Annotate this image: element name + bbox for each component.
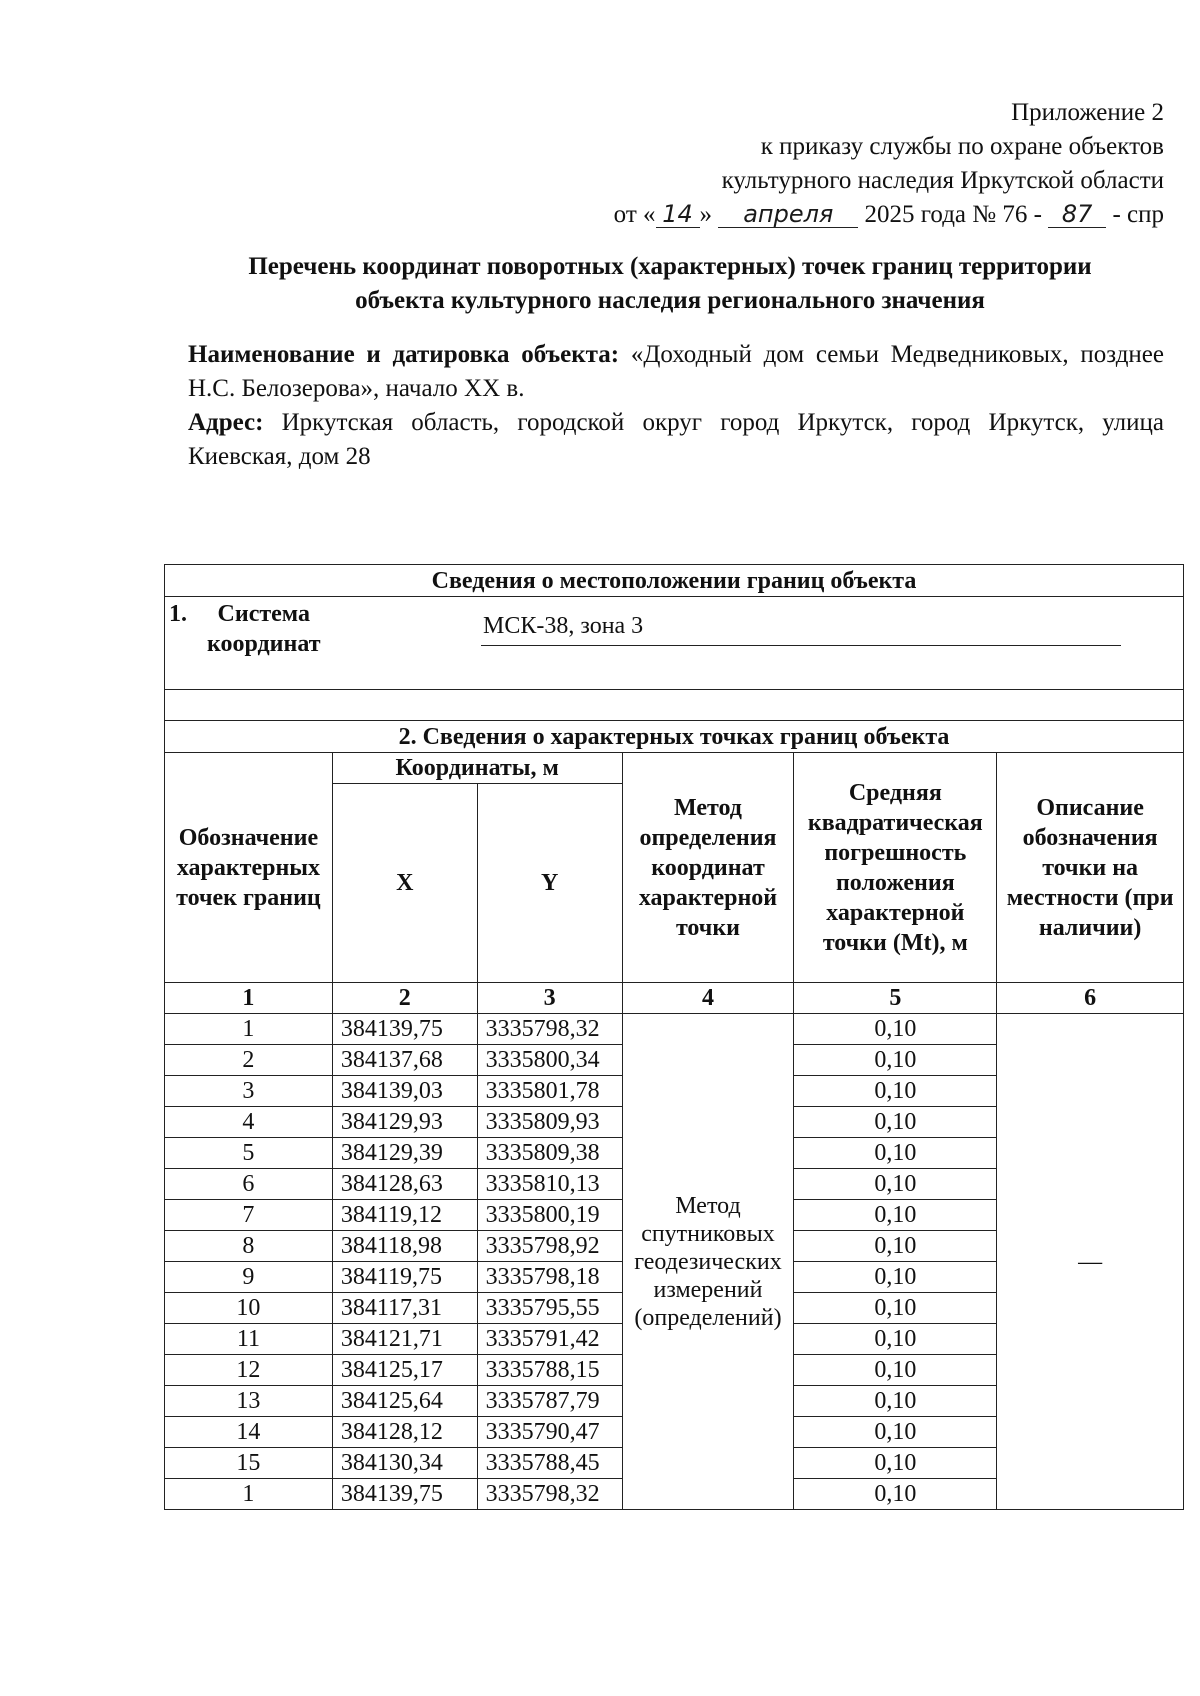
col-head-method: Метод определения координат характерной точки	[622, 753, 794, 983]
error-cell: 0,10	[794, 1448, 997, 1479]
object-name-label: Наименование и датировка объекта:	[188, 341, 620, 368]
x-coordinate-cell: 384139,03	[332, 1076, 477, 1107]
x-coordinate-cell: 384129,39	[332, 1138, 477, 1169]
x-coordinate-cell: 384128,63	[332, 1169, 477, 1200]
appendix-header	[464, 96, 1164, 232]
coordinate-system-label-line1: Система	[217, 601, 310, 627]
handwritten-day: 14	[656, 201, 700, 228]
point-id-cell: 2	[165, 1045, 333, 1076]
x-coordinate-cell: 384125,64	[332, 1386, 477, 1417]
error-cell: 0,10	[794, 1417, 997, 1448]
column-number: 5	[794, 983, 997, 1014]
coordinate-system-number: 1.	[169, 601, 187, 627]
error-cell: 0,10	[794, 1138, 997, 1169]
column-number: 3	[477, 983, 622, 1014]
y-coordinate-cell: 3335788,15	[477, 1355, 622, 1386]
coordinate-system-value: МСК-38, зона 3	[483, 613, 644, 639]
x-coordinate-cell: 384129,93	[332, 1107, 477, 1138]
y-coordinate-cell: 3335790,47	[477, 1417, 622, 1448]
point-id-cell: 8	[165, 1231, 333, 1262]
x-coordinate-cell: 384117,31	[332, 1293, 477, 1324]
col-head-description: Описание обозначения точки на местности (при наличии)	[997, 753, 1184, 983]
x-coordinate-cell: 384139,75	[332, 1014, 477, 1045]
document-title-line1: Перечень координат поворотных (характерных) точек границ территории	[248, 253, 1092, 280]
y-coordinate-cell: 3335788,45	[477, 1448, 622, 1479]
x-coordinate-cell: 384118,98	[332, 1231, 477, 1262]
appendix-authority: культурного наследия Иркутской области	[721, 167, 1164, 194]
col-head-y: Y	[477, 784, 622, 983]
y-coordinate-cell: 3335795,55	[477, 1293, 622, 1324]
section1-title: Сведения о местоположении границ объекта	[165, 565, 1184, 597]
y-coordinate-cell: 3335809,38	[477, 1138, 622, 1169]
column-number: 4	[622, 983, 794, 1014]
y-coordinate-cell: 3335798,18	[477, 1262, 622, 1293]
x-coordinate-cell: 384137,68	[332, 1045, 477, 1076]
date-from-text: от «	[613, 201, 656, 228]
description-cell: —	[997, 1014, 1184, 1510]
object-address-paragraph	[188, 406, 1164, 474]
y-coordinate-cell: 3335800,19	[477, 1200, 622, 1231]
col-head-error: Средняя квадратическая погрешность положения характерной точки (Mt), м	[794, 753, 997, 983]
section2-title: 2. Сведения о характерных точках границ объекта	[165, 721, 1184, 753]
column-number: 6	[997, 983, 1184, 1014]
error-cell: 0,10	[794, 1231, 997, 1262]
point-id-cell: 1	[165, 1014, 333, 1045]
blank-row	[165, 690, 1184, 721]
appendix-number: Приложение 2	[1011, 99, 1164, 126]
appendix-date-line	[464, 198, 1164, 232]
coordinate-system-label-line2: координат	[207, 631, 321, 657]
document-title	[170, 250, 1170, 318]
error-cell: 0,10	[794, 1262, 997, 1293]
point-id-cell: 10	[165, 1293, 333, 1324]
appendix-order-ref: к приказу службы по охране объектов	[760, 133, 1164, 160]
method-cell: Метод спутниковых геодезических измерений (определений)	[622, 1014, 794, 1510]
x-coordinate-cell: 384128,12	[332, 1417, 477, 1448]
error-cell: 0,10	[794, 1293, 997, 1324]
handwritten-month: апреля	[718, 201, 858, 228]
y-coordinate-cell: 3335801,78	[477, 1076, 622, 1107]
y-coordinate-cell: 3335798,32	[477, 1479, 622, 1510]
y-coordinate-cell: 3335810,13	[477, 1169, 622, 1200]
table-row	[165, 1014, 1184, 1045]
point-id-cell: 11	[165, 1324, 333, 1355]
point-id-cell: 12	[165, 1355, 333, 1386]
error-cell: 0,10	[794, 1324, 997, 1355]
object-address-value: Иркутская область, городской округ город Иркутск, город Иркутск, улица Киевская, дом 28	[188, 409, 1165, 470]
point-id-cell: 3	[165, 1076, 333, 1107]
point-id-cell: 7	[165, 1200, 333, 1231]
point-id-cell: 5	[165, 1138, 333, 1169]
object-name-value: «Доходный дом семьи Медведниковых, позднее Н.С. Белозерова», начало XX в.	[188, 341, 1164, 402]
coordinates-table	[164, 564, 1184, 1510]
y-coordinate-cell: 3335787,79	[477, 1386, 622, 1417]
error-cell: 0,10	[794, 1169, 997, 1200]
x-coordinate-cell: 384119,75	[332, 1262, 477, 1293]
y-coordinate-cell: 3335798,32	[477, 1014, 622, 1045]
point-id-cell: 9	[165, 1262, 333, 1293]
error-cell: 0,10	[794, 1200, 997, 1231]
coordinate-system-underline	[481, 645, 1121, 646]
x-coordinate-cell: 384121,71	[332, 1324, 477, 1355]
error-cell: 0,10	[794, 1355, 997, 1386]
error-cell: 0,10	[794, 1014, 997, 1045]
coordinate-system-cell	[165, 597, 1184, 690]
date-year-text: 2025 года № 76 -	[864, 201, 1042, 228]
col-head-x: X	[332, 784, 477, 983]
point-id-cell: 14	[165, 1417, 333, 1448]
error-cell: 0,10	[794, 1045, 997, 1076]
point-id-cell: 6	[165, 1169, 333, 1200]
point-id-cell: 15	[165, 1448, 333, 1479]
handwritten-order-number: 87	[1048, 201, 1106, 228]
coordinate-system-label	[207, 599, 321, 659]
x-coordinate-cell: 384125,17	[332, 1355, 477, 1386]
error-cell: 0,10	[794, 1386, 997, 1417]
y-coordinate-cell: 3335809,93	[477, 1107, 622, 1138]
coordinates-table-body	[165, 1014, 1184, 1510]
x-coordinate-cell: 384139,75	[332, 1479, 477, 1510]
col-head-point: Обозначение характерных точек границ	[165, 753, 333, 983]
error-cell: 0,10	[794, 1107, 997, 1138]
y-coordinate-cell: 3335800,34	[477, 1045, 622, 1076]
document-title-line2: объекта культурного наследия регионального значения	[355, 287, 985, 314]
order-suffix: - спр	[1112, 201, 1164, 228]
object-address-label: Адрес:	[188, 409, 264, 436]
column-number: 1	[165, 983, 333, 1014]
col-head-coordinates: Координаты, м	[332, 753, 622, 784]
date-quote-close: »	[699, 201, 713, 228]
point-id-cell: 13	[165, 1386, 333, 1417]
point-id-cell: 1	[165, 1479, 333, 1510]
x-coordinate-cell: 384130,34	[332, 1448, 477, 1479]
object-name-paragraph	[188, 338, 1164, 406]
y-coordinate-cell: 3335791,42	[477, 1324, 622, 1355]
x-coordinate-cell: 384119,12	[332, 1200, 477, 1231]
error-cell: 0,10	[794, 1076, 997, 1107]
y-coordinate-cell: 3335798,92	[477, 1231, 622, 1262]
column-number: 2	[332, 983, 477, 1014]
error-cell: 0,10	[794, 1479, 997, 1510]
column-numbers-row	[165, 983, 1184, 1014]
object-info	[188, 338, 1164, 474]
point-id-cell: 4	[165, 1107, 333, 1138]
